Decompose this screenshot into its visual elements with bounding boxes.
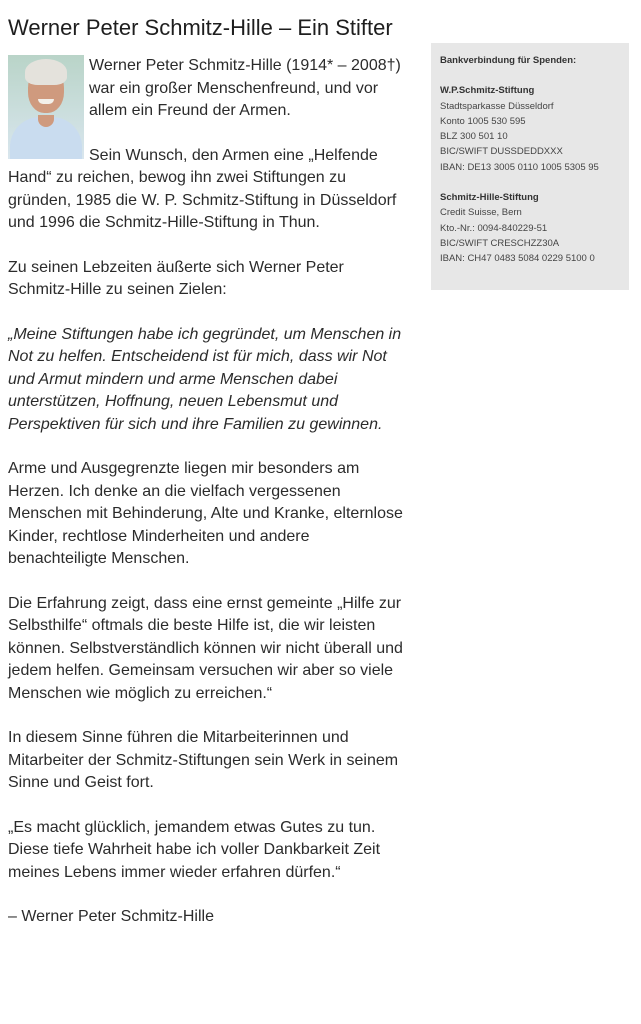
bank-details-heading: Bankverbindung für Spenden: [440, 55, 577, 66]
account-line: IBAN: DE13 3005 0110 1005 5305 95 [440, 161, 599, 173]
article-body [8, 55, 410, 929]
page-title: Werner Peter Schmitz-Hille – Ein Stifter [8, 15, 393, 40]
account-line: BLZ 300 501 10 [440, 131, 508, 143]
account-name: W.P.Schmitz-Stiftung [440, 85, 535, 97]
paragraph-intro: Werner Peter Schmitz-Hille (1914* – 2008†) war ein großer Menschenfreund, und vor allem ein Freund der Armen. [89, 57, 401, 119]
account-schmitz-hille [440, 190, 620, 266]
paragraph-experience: Die Erfahrung zeigt, dass eine ernst gemeinte „Hilfe zur Selbsthilfe“ oftmals die beste Hilfe ist, die wir leisten können. Selbstverständlich können wir nicht überall und jedem helfen. Gemeinsam versuchen wir aber so viele Menschen wie möglich zu erreichen.“ [8, 594, 403, 702]
portrait-smile [38, 99, 54, 104]
portrait-hair [25, 59, 67, 85]
signature: – Werner Peter Schmitz-Hille [8, 908, 214, 925]
paragraph-lifetime: Zu seinen Lebzeiten äußerte sich Werner Peter Schmitz-Hille zu seinen Zielen: [8, 258, 344, 298]
account-line: IBAN: CH47 0483 5084 0229 5100 0 [440, 253, 595, 265]
account-line: BIC/SWIFT CRESCHZZ30A [440, 237, 560, 249]
account-line: Stadtsparkasse Düsseldorf [440, 100, 554, 112]
account-line: Kto.-Nr.: 0094-840229-51 [440, 222, 548, 234]
paragraph-spirit: In diesem Sinne führen die Mitarbeiterinnen und Mitarbeiter der Schmitz-Stiftungen sein Werk in seinem Sinne und Geist fort. [8, 729, 399, 791]
account-name: Schmitz-Hille-Stiftung [440, 192, 539, 204]
account-line: BIC/SWIFT DUSSDEDDXXX [440, 146, 563, 158]
bank-details-box [431, 43, 629, 290]
paragraph-wish: Sein Wunsch, den Armen eine „Helfende Hand“ zu reichen, bewog ihn zwei Stiftungen zu gründen, 1985 die W. P. Schmitz-Stiftung in Düsseldorf und 1996 die Schmitz-Hille-Stiftung in Thun. [8, 146, 397, 231]
account-line: Konto 1005 530 595 [440, 115, 526, 127]
portrait-photo [8, 55, 84, 159]
account-wp-schmitz [440, 83, 620, 175]
paragraph-quote-foundations: „Meine Stiftungen habe ich gegründet, um Menschen in Not zu helfen. Entscheidend ist für mich, dass wir Not und Armut mindern und arme Menschen dabei unterstützen, Hoffnung, neuen Lebensmut und Perspektiven für sich und ihre Familien zu gewinnen. [8, 325, 402, 433]
paragraph-poor: Arme und Ausgegrenzte liegen mir besonders am Herzen. Ich denke an die vielfach vergessenen Menschen mit Behinderung, Alte und Kranke, elternlose Kinder, rechtlose Minderheiten und andere benachteiligte Menschen. [8, 460, 403, 567]
paragraph-quote-happiness: „Es macht glücklich, jemandem etwas Gutes zu tun. Diese tiefe Wahrheit habe ich voller Dankbarkeit Zeit meines Lebens immer wieder erfahren dürfen.“ [8, 818, 381, 881]
account-line: Credit Suisse, Bern [440, 207, 522, 219]
article [8, 14, 410, 951]
